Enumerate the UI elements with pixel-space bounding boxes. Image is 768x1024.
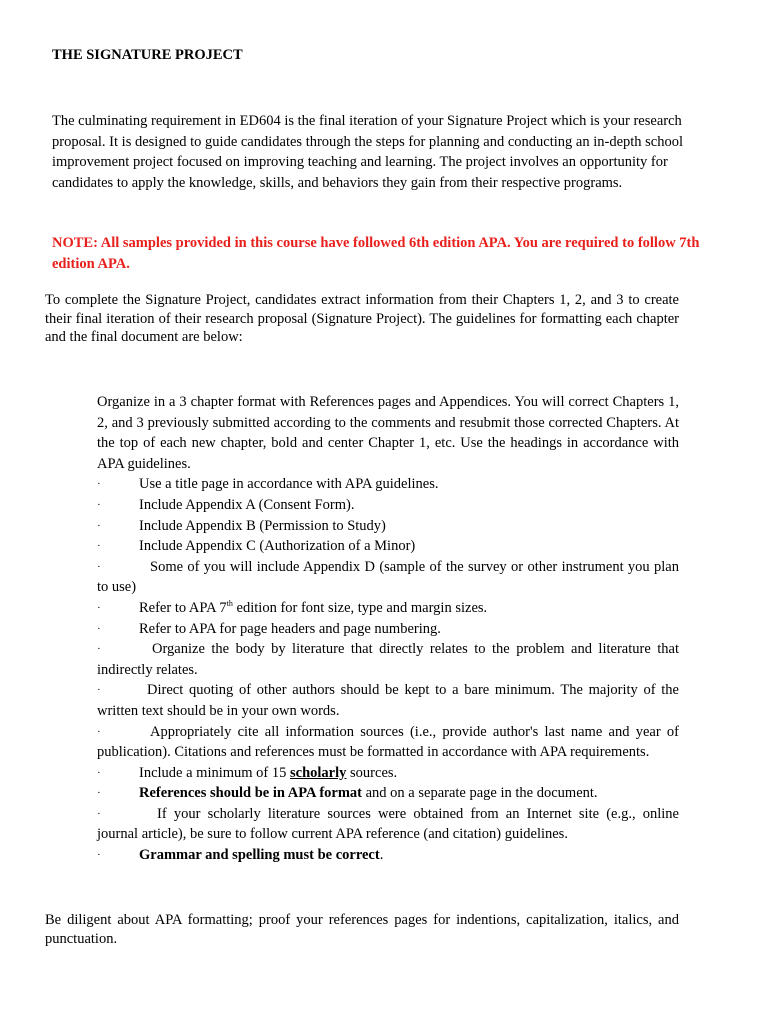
- bullet-icon: ·: [97, 622, 101, 635]
- bullet-icon: ·: [97, 807, 101, 820]
- list-item: · Direct quoting of other authors should be kept to a bare minimum. The majority of the written text should be in your own words.: [97, 682, 679, 719]
- bullet-icon: ·: [97, 643, 101, 656]
- bullet-icon: ·: [97, 725, 101, 738]
- list-item: · Refer to APA 7th edition for font size, type and margin sizes.: [97, 598, 679, 619]
- list-item: · Include Appendix A (Consent Form).: [97, 495, 679, 516]
- bullet-icon: ·: [97, 498, 101, 511]
- closing-paragraph: Be diligent about APA formatting; proof your references pages for indentions, capitalization, italics, and punctuation.: [45, 912, 679, 947]
- list-item: · Appropriately cite all information sources (i.e., provide author's last name and year of publication). Citations and references must be formatted in accordance with APA requirements.: [97, 723, 679, 761]
- list-item: · If your scholarly literature sources were obtained from an Internet site (e.g., online journal article), be sure to follow current APA reference (and citation) guidelines.: [97, 805, 679, 843]
- apa-note: NOTE: All samples provided in this course have followed 6th edition APA. You are required to follow 7th edition APA.: [52, 235, 700, 272]
- list-item: · Include Appendix C (Authorization of a Minor): [97, 536, 679, 557]
- list-item: · Some of you will include Appendix D (sample of the survey or other instrument you plan to use): [97, 558, 679, 596]
- list-item: · Include Appendix B (Permission to Study): [97, 516, 679, 537]
- bullet-icon: ·: [97, 766, 101, 779]
- list-item: · References should be in APA format and on a separate page in the document.: [97, 783, 679, 804]
- bullet-icon: ·: [97, 601, 101, 614]
- guidelines-block: [97, 392, 679, 866]
- bullet-icon: ·: [97, 540, 101, 553]
- bullet-icon: ·: [97, 519, 101, 532]
- instructions-paragraph: To complete the Signature Project, candidates extract information from their Chapters 1, 2, and 3 to create their final iteration of their research proposal (Signature Project). The guidelines for formatting each chapter and the final document are below:: [45, 292, 679, 345]
- bullet-icon: ·: [97, 849, 101, 862]
- intro-paragraph: The culminating requirement in ED604 is the final iteration of your Signature Project which is your research proposal. It is designed to guide candidates through the steps for planning and conducting an in-depth school improvement project focused on improving teaching and learning. The project involves an opportunity for candidates to apply the knowledge, skills, and behaviors they gain from their respective programs.: [52, 113, 684, 191]
- document-title: THE SIGNATURE PROJECT: [52, 47, 243, 63]
- bullet-icon: ·: [97, 478, 101, 491]
- list-item: · Refer to APA for page headers and page numbering.: [97, 619, 679, 640]
- list-item: · Organize the body by literature that directly relates to the problem and literature that indirectly relates.: [97, 641, 679, 678]
- guidelines-intro: Organize in a 3 chapter format with References pages and Appendices. You will correct Chapters 1, 2, and 3 previously submitted according to the comments and resubmit those corrected Chapters. At the top of each new chapter, bold and center Chapter 1, etc. Use the headings in accordance with APA guidelines.: [97, 394, 679, 472]
- list-item: · Grammar and spelling must be correct.: [97, 845, 679, 866]
- bullet-icon: ·: [97, 560, 101, 573]
- bullet-icon: ·: [97, 787, 101, 800]
- list-item: · Use a title page in accordance with APA guidelines.: [97, 474, 679, 495]
- bullet-icon: ·: [97, 684, 101, 697]
- list-item: · Include a minimum of 15 scholarly sources.: [97, 763, 679, 784]
